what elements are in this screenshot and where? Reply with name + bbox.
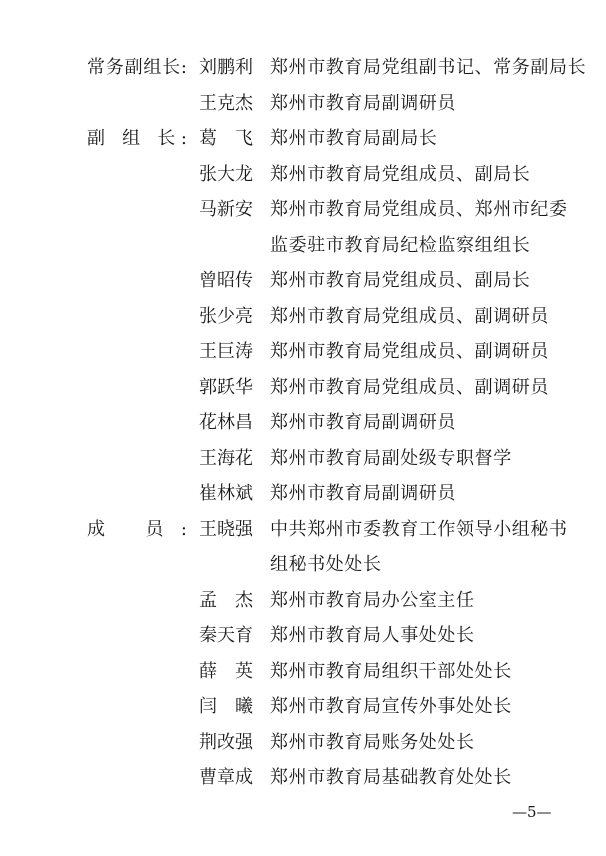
member-title: 郑州市教育局人事处处长: [270, 625, 475, 646]
member-row: [0, 441, 606, 476]
member-row: [0, 86, 606, 121]
member-name: 王克杰: [199, 92, 253, 114]
member-name: 秦天育: [199, 625, 253, 646]
member-row: [0, 263, 606, 298]
member-title: 郑州市教育局党组成员、副调研员: [270, 376, 549, 398]
member-name: 曾昭传: [199, 270, 253, 291]
member-title: 郑州市教育局账务处处长: [270, 731, 475, 753]
member-title: 郑州市教育局办公室主任: [270, 589, 475, 611]
member-name: 郭跃华: [199, 376, 253, 398]
member-row: [0, 547, 606, 582]
member-title: 郑州市教育局组织干部处处长: [270, 660, 512, 682]
member-title: 郑州市教育局党组成员、副调研员: [270, 341, 549, 362]
member-name: 王海花: [199, 447, 253, 469]
member-name: 马新安: [199, 199, 253, 220]
member-title: 郑州市教育局副调研员: [270, 92, 456, 114]
member-row: [0, 512, 606, 547]
page-number: —5—: [512, 803, 552, 821]
member-name: 孟 杰: [199, 589, 253, 611]
member-row: [0, 405, 606, 440]
member-row: [0, 50, 606, 85]
member-title: 中共郑州市委教育工作领导小组秘书: [270, 518, 568, 540]
member-title: 郑州市教育局宣传外事处处长: [270, 696, 512, 717]
member-name: 花林昌: [199, 412, 253, 433]
member-role: 成 员:: [87, 518, 187, 540]
member-row: [0, 760, 606, 795]
member-title: 郑州市教育局党组成员、副调研员: [270, 305, 549, 327]
member-title: 郑州市教育局党组成员、副局长: [270, 163, 531, 185]
member-name: 荆改强: [199, 731, 253, 753]
member-role: 常务副组长:: [87, 57, 187, 78]
member-row: [0, 192, 606, 227]
member-row: [0, 476, 606, 511]
member-row: [0, 370, 606, 405]
member-name: 曹章成: [199, 767, 253, 788]
member-title: 郑州市教育局副局长: [270, 128, 438, 149]
member-name: 王巨涛: [199, 341, 253, 362]
member-title: 郑州市教育局党组成员、郑州市纪委: [270, 199, 568, 220]
member-name: 张少亮: [199, 305, 253, 327]
member-row: [0, 121, 606, 156]
member-title: 郑州市教育局党组成员、副局长: [270, 270, 531, 291]
member-title: 郑州市教育局副处级专职督学: [270, 447, 512, 469]
member-row: [0, 654, 606, 689]
member-row: [0, 689, 606, 724]
member-row: [0, 583, 606, 618]
member-role: 副 组 长:: [87, 128, 187, 149]
member-name: 葛 飞: [199, 128, 253, 149]
member-title: 组秘书处处长: [270, 554, 382, 575]
member-title: 郑州市教育局党组副书记、常务副局长: [270, 57, 587, 78]
member-title: 郑州市教育局副调研员: [270, 412, 456, 433]
member-name: 崔林斌: [199, 483, 253, 504]
member-row: [0, 228, 606, 263]
member-name: 刘鹏利: [199, 57, 253, 78]
member-row: [0, 334, 606, 369]
member-row: [0, 725, 606, 760]
member-title: 监委驻市教育局纪检监察组组长: [270, 234, 531, 256]
member-row: [0, 299, 606, 334]
member-name: 王晓强: [199, 518, 253, 540]
member-title: 郑州市教育局基础教育处处长: [270, 767, 512, 788]
member-name: 闫 曦: [199, 696, 253, 717]
member-name: 张大龙: [199, 163, 253, 185]
member-row: [0, 618, 606, 653]
member-name: 薛 英: [199, 660, 253, 682]
member-title: 郑州市教育局副调研员: [270, 483, 456, 504]
member-row: [0, 157, 606, 192]
